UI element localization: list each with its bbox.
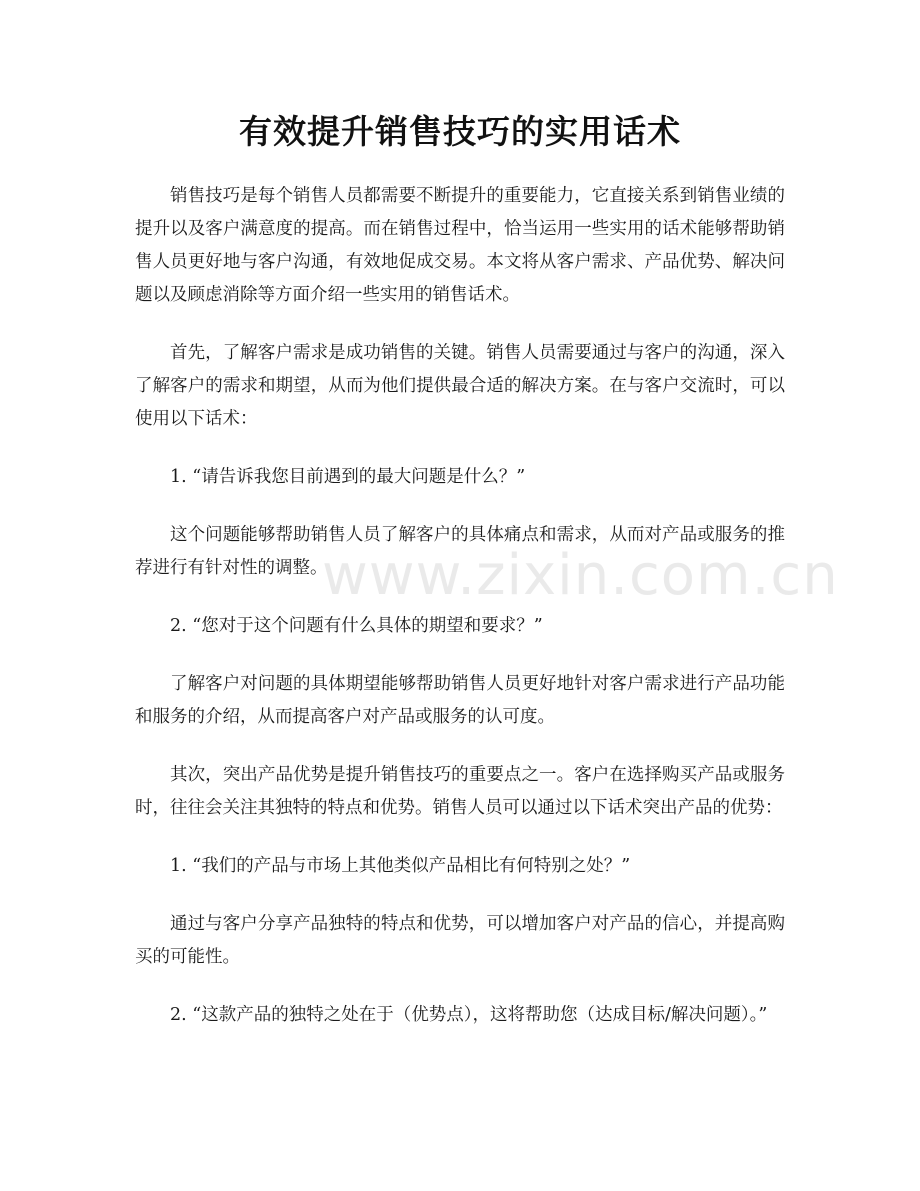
script-question-4: 2. “这款产品的独特之处在于（优势点），这将帮助您（达成目标/解决问题）。” [170, 1005, 768, 1025]
watermark: www.zixin.com.cn [322, 543, 839, 608]
paragraph-explanation-3: 通过与客户分享产品独特的特点和优势，可以增加客户对产品的信心，并提高购买的可能性。 [135, 914, 785, 967]
paragraph-intro: 销售技巧是每个销售人员都需要不断提升的重要能力，它直接关系到销售业绩的提升以及客户满意度的提高。而在销售过程中，恰当运用一些实用的话术能够帮助销售人员更好地与客户沟通，有效地促成交易。本文将从客户需求、产品优势、解决问题以及顾虑消除等方面介绍一些实用的销售话术。 [135, 186, 785, 305]
document-body [135, 180, 785, 1057]
paragraph-product-advantages: 其次，突出产品优势是提升销售技巧的重要点之一。客户在选择购买产品或服务时，往往会关注其独特的特点和优势。销售人员可以通过以下话术突出产品的优势： [135, 765, 785, 818]
script-question-3: 1. “我们的产品与市场上其他类似产品相比有何特别之处？” [170, 856, 631, 876]
paragraph-customer-needs: 首先，了解客户需求是成功销售的关键。销售人员需要通过与客户的沟通，深入了解客户的需求和期望，从而为他们提供最合适的解决方案。在与客户交流时，可以使用以下话术： [135, 343, 785, 429]
document-title: 有效提升销售技巧的实用话术 [239, 112, 681, 151]
script-question-2: 2. “您对于这个问题有什么具体的期望和要求？” [170, 616, 543, 636]
paragraph-explanation-1: 这个问题能够帮助销售人员了解客户的具体痛点和需求，从而对产品或服务的推荐进行有针对性的调整。 [135, 525, 785, 578]
script-question-1: 1. “请告诉我您目前遇到的最大问题是什么？” [170, 467, 526, 487]
paragraph-explanation-2: 了解客户对问题的具体期望能够帮助销售人员更好地针对客户需求进行产品功能和服务的介绍，从而提高客户对产品或服务的认可度。 [135, 674, 785, 727]
